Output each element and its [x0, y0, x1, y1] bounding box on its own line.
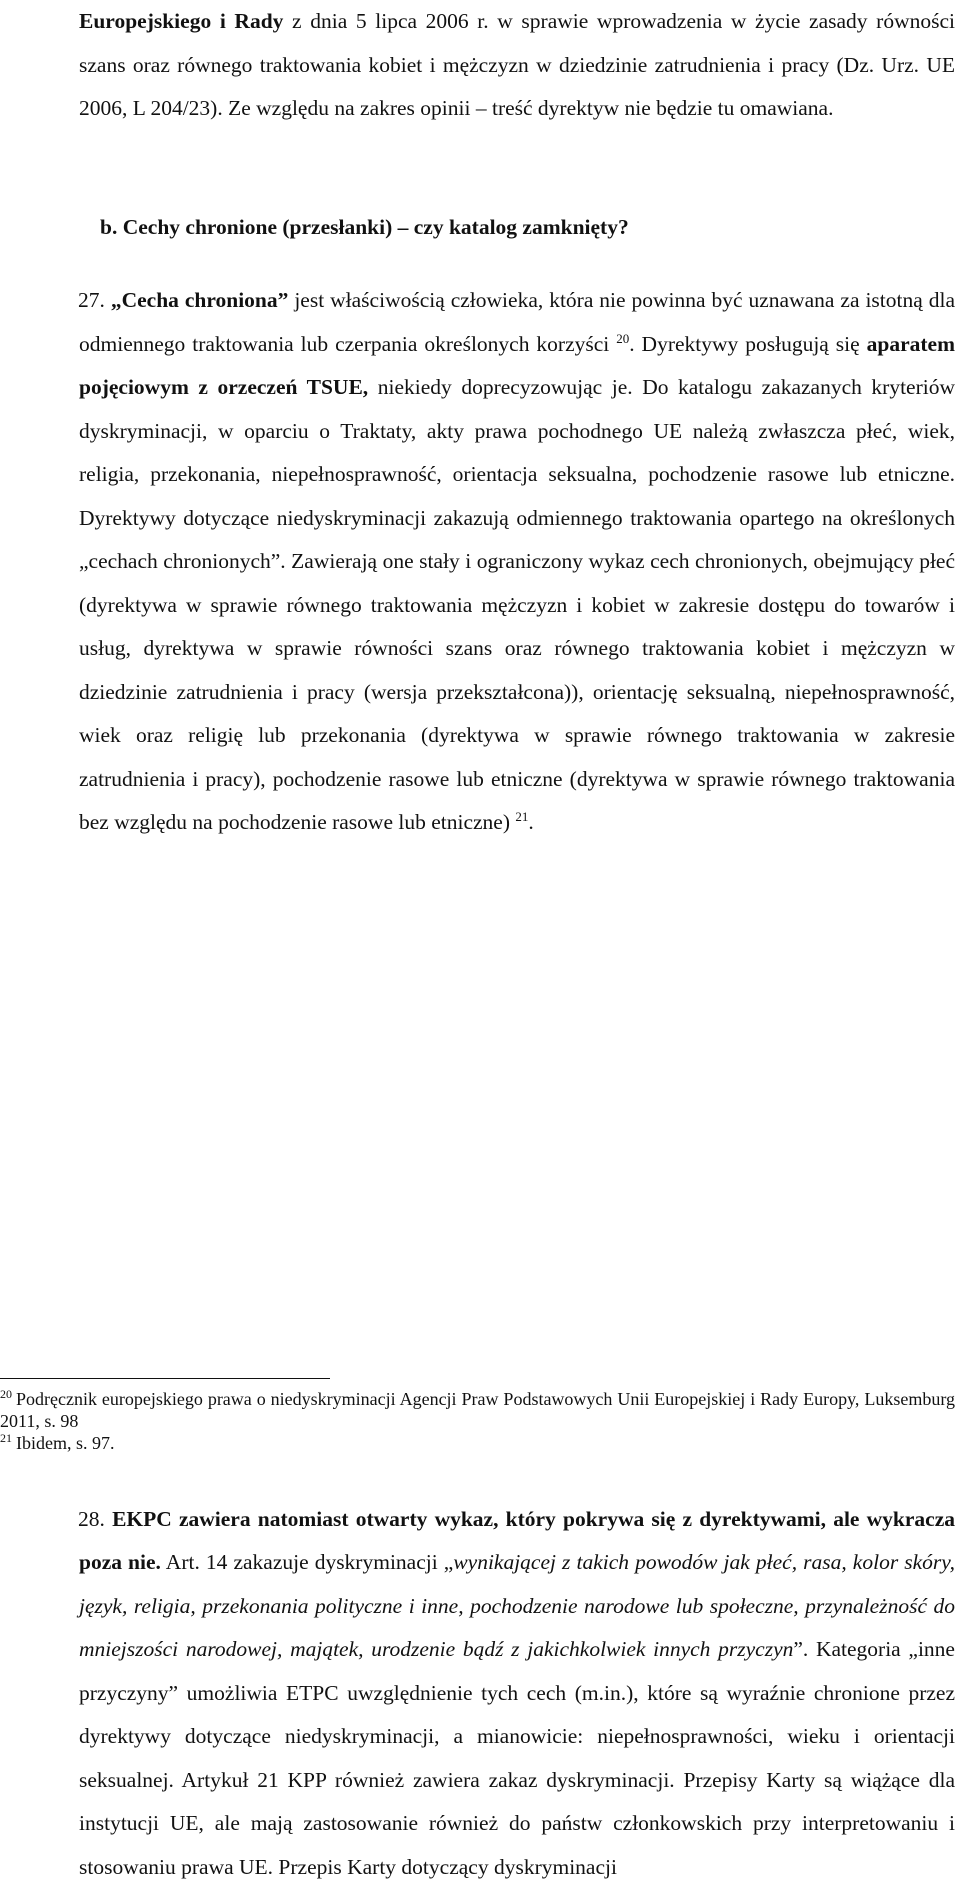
footnote-separator: [0, 1378, 330, 1379]
paragraph-27: [79, 279, 955, 845]
bold-term: „Cecha chroniona”: [111, 288, 289, 312]
footnote-ref-21[interactable]: 21: [515, 809, 528, 824]
paragraph-text: . Dyrektywy posługują się: [629, 332, 866, 356]
intro-text: z dnia 5 lipca 2006 r. w sprawie wprowadzenia w życie zasady równości szans oraz równego traktowania kobiet i mężczyzn w dziedzinie zatrudnienia i pracy (Dz. Urz. UE 2006, L 204/23). Ze względu na zakres opinii – treść dyrektyw nie będzie tu omawiana.: [79, 9, 955, 120]
section-subheading: b. Cechy chronione (przesłanki) – czy katalog zamknięty?: [100, 206, 629, 250]
footnote-text: Podręcznik europejskiego prawa o niedyskryminacji Agencji Praw Podstawowych Unii Europejskiej i Rady Europy, Luksemburg 2011, s. 98: [0, 1389, 955, 1431]
paragraph-number: 27.: [78, 288, 105, 312]
paragraph-text: jest właściwością człowieka, która nie powinna być uznawana za istotną dla odmiennego traktowania lub czerpania określonych korzyści: [79, 288, 955, 356]
footnote-number: 21: [0, 1431, 12, 1445]
paragraph-text: ”. Kategoria „inne przyczyny” umożliwia ETPC uwzględnienie tych cech (m.in.), które są wyraźnie chronione przez dyrektywy dotyczące niedyskryminacji, a mianowicie: niepełnosprawności, wieku i orientacji seksualnej. Artykuł 21 KPP również zawiera zakaz dyskryminacji. Przepisy Karty są wiążące dla instytucji UE, ale mają zastosowanie również do państw członkowskich przy interpretowaniu i stosowaniu prawa UE. Przepis Karty dotyczący dyskryminacji: [79, 1637, 955, 1879]
intro-paragraph: [79, 0, 955, 131]
paragraph-text: Art. 14 zakazuje dyskryminacji „: [161, 1550, 453, 1574]
footnotes: [0, 1388, 955, 1454]
bold-phrase: aparatem pojęciowym z orzeczeń TSUE,: [79, 332, 955, 400]
footnote-21: [0, 1432, 955, 1454]
italic-quote: wynikającej z takich powodów jak płeć, rasa, kolor skóry, język, religia, przekonania polityczne i inne, pochodzenie narodowe lub społeczne, przynależność do mniejszości narodowej, majątek, urodzenie bądź z jakichkolwiek innych przyczyn: [79, 1550, 955, 1661]
paragraph-text: niekiedy doprecyzowując je. Do katalogu zakazanych kryteriów dyskryminacji, w oparciu o Traktaty, akty prawa pochodnego UE należą zwłaszcza płeć, wiek, religia, przekonania, niepełnosprawność, orientacja seksualna, pochodzenie rasowe lub etniczne. Dyrektywy dotyczące niedyskryminacji zakazują odmiennego traktowania opartego na określonych „cechach chronionych”. Zawierają one stały i ograniczony wykaz cech chronionych, obejmujący płeć (dyrektywa w sprawie równego traktowania mężczyzn i kobiet w zakresie dostępu do towarów i usług, dyrektywa w sprawie równości szans oraz równego traktowania kobiet i mężczyzn w dziedzinie zatrudnienia i pracy (wersja przekształcona)), orientację seksualną, niepełnosprawność, wiek oraz religię lub przekonania (dyrektywa w sprawie równego traktowania w zakresie zatrudnienia i pracy), pochodzenie rasowe lub etniczne (dyrektywa w sprawie równego traktowania bez względu na pochodzenie rasowe lub etniczne): [79, 375, 955, 834]
bold-lead: EKPC zawiera natomiast otwarty wykaz, który pokrywa się z dyrektywami, ale wykracza poza nie.: [79, 1507, 955, 1575]
paragraph-text: .: [528, 810, 533, 834]
footnote-20: [0, 1388, 955, 1432]
footnote-ref-20[interactable]: 20: [616, 330, 629, 345]
footnote-number: 20: [0, 1387, 12, 1401]
intro-bold-prefix: Europejskiego i Rady: [79, 9, 283, 33]
footnote-text: Ibidem, s. 97.: [16, 1433, 115, 1453]
paragraph-28: [79, 1498, 955, 1889]
paragraph-number: 28.: [78, 1507, 105, 1531]
